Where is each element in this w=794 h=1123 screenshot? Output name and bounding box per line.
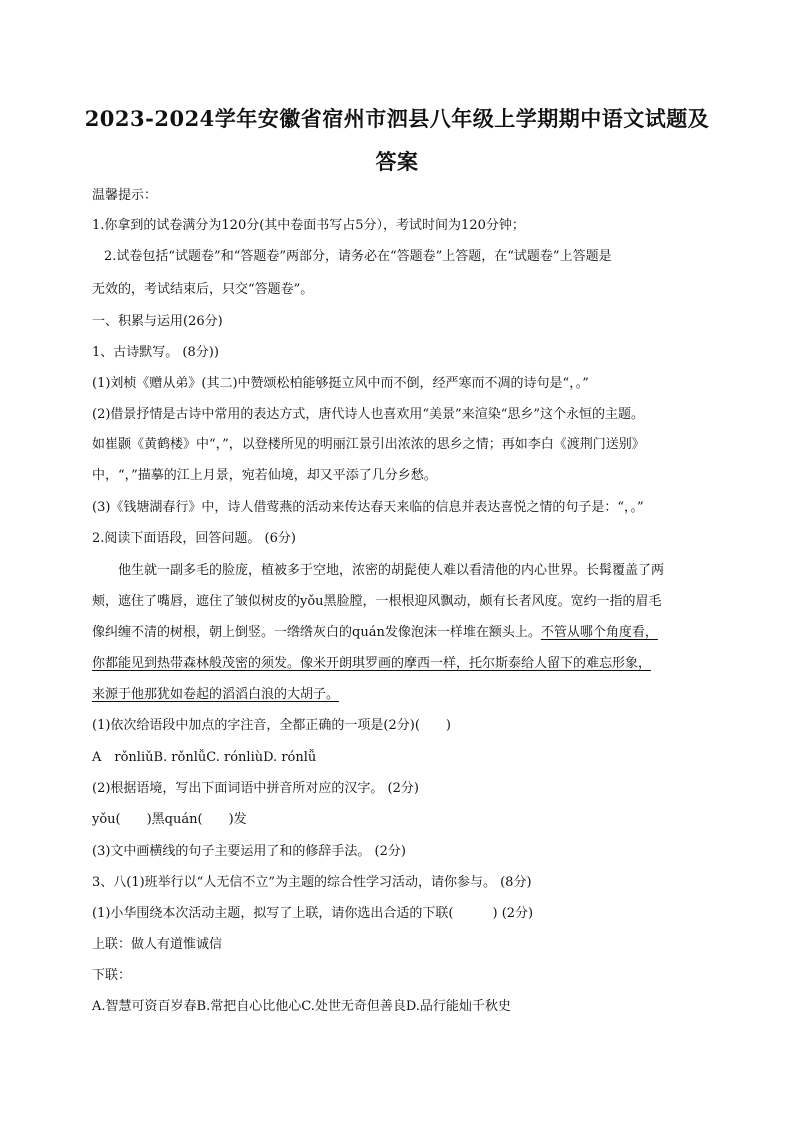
passage-line-3-plain: 像纠缠不清的树根，朝上倒竖。一绺绺灰白的quán发像泡沫一样堆在额头上。	[92, 625, 541, 640]
passage-underlined-line-5: 来源于他那犹如卷起的滔滔白浪的大胡子。	[92, 687, 340, 702]
question-1-heading: 1、古诗默写。 (8分))	[92, 345, 219, 360]
section-1-heading: 一、积累与运用(26分)	[92, 314, 223, 329]
tip-1: 1.你拿到的试卷满分为120分(其中卷面书写占5分），考试时间为120分钟；	[92, 218, 525, 233]
question-1-item-2: (2)借景抒情是古诗中常用的表达方式，唐代诗人也喜欢用“美景”来渲染“思乡”这个永恒的主题。	[92, 407, 644, 422]
lower-couplet-label: 下联：	[92, 968, 132, 983]
question-3-heading: 3、八(1)班举行以“人无信不立”为主题的综合性学习活动，请你参与。 (8分)	[92, 875, 532, 890]
question-1-item-1: (1)刘桢《赠从弟》(其二)中赞颂松柏能够挺立风中而不倒，经严寒而不凋的诗句是“，。”	[92, 376, 589, 391]
question-1-item-2-line-2: 如崔颢《黄鹤楼》中“，”，以登楼所见的明丽江景引出浓浓的思乡之情；再如李白《渡荆门送别》	[92, 437, 645, 452]
document-title-line-2: 答案	[375, 149, 419, 174]
question-2-sub-2-blanks: yǒu( )黑quán( )发	[92, 812, 247, 827]
question-2-sub-1-options: A rǒnliǔB. rǒnlǚC. rónliùD. rónlǚ	[92, 750, 317, 765]
passage-line-3	[92, 624, 658, 642]
question-1-item-3: (3)《钱塘湖春行》中，诗人借莺燕的活动来传达春天来临的信息并表达喜悦之情的句子是：“，。”	[92, 500, 644, 515]
document-title-line-1: 2023-2024学年安徽省宿州市泗县八年级上学期期中语文试题及	[84, 106, 710, 131]
question-3-sub-1: (1)小华围绕本次活动主题，拟写了上联，请你选出合适的下联( ) (2分)	[92, 906, 534, 921]
passage-underlined-start: 不管从哪个角度看，	[540, 625, 658, 640]
question-2-sub-3: (3)文中画横线的句子主要运用了和的修辞手法。 (2分)	[92, 844, 406, 859]
question-2-sub-1: (1)依次给语段中加点的字注音，全都正确的一项是(2分)( )	[92, 718, 451, 733]
tips-heading: 温馨提示：	[92, 188, 158, 203]
passage-line-2: 颊，遮住了嘴唇，遮住了皱似树皮的yǒu黑脸膛，一根根迎风飘动，颇有长者风度。宽约一指的眉毛	[92, 594, 662, 609]
lower-couplet-options: A.智慧可资百岁春B.常把自心比他心C.处世无奇但善良D.品行能灿千秋史	[92, 999, 511, 1014]
passage-line-1: 他生就一副多毛的脸庞，植被多于空地，浓密的胡髭使人难以看清他的内心世界。长髯覆盖了两	[118, 563, 665, 578]
question-2-heading: 2.阅读下面语段，回答问题。 (6分)	[92, 531, 296, 546]
passage-underlined-line-4: 你都能见到热带森林般茂密的须发。像米开朗琪罗画的摩西一样，托尔斯泰给人留下的难忘形象，	[92, 656, 652, 671]
question-2-sub-2: (2)根据语境，写出下面词语中拼音所对应的汉字。 (2分)	[92, 781, 419, 796]
question-1-item-2-line-3: 中，“，”描摹的江上月景，宛若仙境，却又平添了几分乡愁。	[92, 468, 437, 483]
upper-couplet: 上联：做人有道惟诚信	[92, 937, 223, 952]
tip-2-continued: 无效的，考试结束后，只交“答题卷”。	[92, 282, 314, 297]
tip-2: 2.试卷包括“试题卷”和“答题卷”两部分，请务必在“答题卷”上答题，在“试题卷”上答题是	[104, 249, 612, 264]
